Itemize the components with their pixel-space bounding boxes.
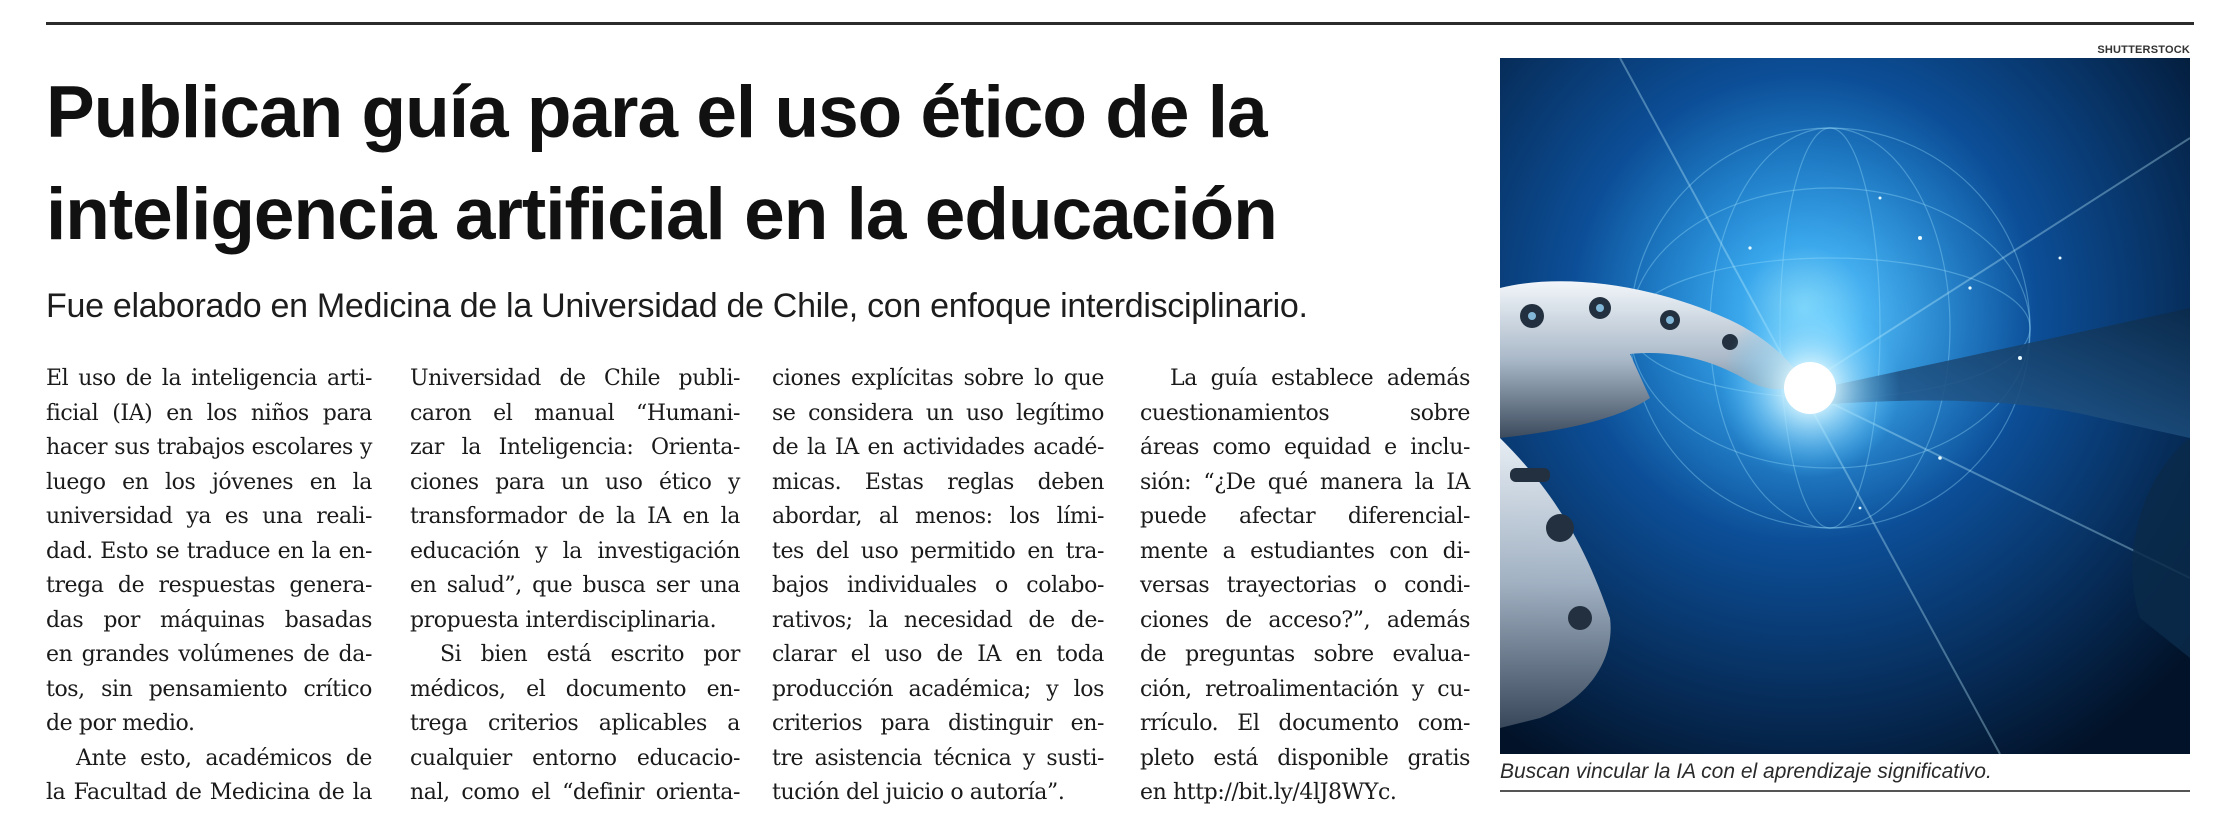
body-line: abordar, al menos: los lími- xyxy=(772,504,1104,529)
body-line: producción académica; y los xyxy=(772,676,1104,702)
body-line: Si bien está escrito por xyxy=(440,642,740,667)
body-line: mente a estudiantes con di- xyxy=(1140,538,1470,564)
body-column-1 xyxy=(46,362,372,811)
body-line: La guía establece además xyxy=(1170,366,1470,391)
body-line: zar la Inteligencia: Orienta- xyxy=(410,435,740,460)
top-rule xyxy=(46,22,2194,25)
body-line: rativos; la necesidad de de- xyxy=(772,607,1104,633)
body-line: áreas como equidad e inclu- xyxy=(1140,435,1470,460)
body-line: caron el manual “Humani- xyxy=(410,400,740,426)
body-line: de preguntas sobre evalua- xyxy=(1140,642,1470,667)
body-line: El uso de la inteligencia arti- xyxy=(46,366,372,391)
body-line: micas. Estas reglas deben xyxy=(772,469,1104,495)
body-line: de por medio. xyxy=(46,711,195,736)
body-column-3 xyxy=(772,362,1104,811)
body-line: médicos, el documento en- xyxy=(410,676,740,702)
body-line: das por máquinas basadas xyxy=(46,607,372,633)
body-line: cuestionamientos sobre xyxy=(1140,400,1470,426)
body-line: trega criterios aplicables a xyxy=(410,711,740,736)
body-line: tre asistencia técnica y susti- xyxy=(772,745,1104,771)
body-line: puede afectar diferencial- xyxy=(1140,504,1470,529)
body-column-2 xyxy=(410,362,740,811)
headline-line-1: Publican guía para el uso ético de la xyxy=(46,72,1267,153)
body-line: transformador de la IA en la xyxy=(410,504,740,529)
body-line: ción, retroalimentación y cu- xyxy=(1140,676,1470,702)
body-line: se considera un uso legítimo xyxy=(772,400,1104,426)
body-line: criterios para distinguir en- xyxy=(772,711,1104,736)
body-line: rrículo. El documento com- xyxy=(1140,711,1470,736)
photo-caption: Buscan vincular la IA con el aprendizaje significativo. xyxy=(1500,760,1992,783)
body-line: luego en los jóvenes en la xyxy=(46,469,372,495)
body-line: sión: “¿De qué manera la IA xyxy=(1140,469,1470,495)
article-subhead: Fue elaborado en Medicina de la Universidad de Chile, con enfoque interdisciplinario. xyxy=(46,287,1308,325)
body-line: tes del uso permitido en tra- xyxy=(772,538,1104,564)
body-line: bajos individuales o colabo- xyxy=(772,573,1104,598)
body-line: de la IA en actividades acadé- xyxy=(772,435,1104,460)
article-photo xyxy=(1500,58,2190,754)
body-line: versas trayectorias o condi- xyxy=(1140,573,1470,598)
body-line: pleto está disponible gratis xyxy=(1140,745,1470,771)
body-line: universidad ya es una reali- xyxy=(46,504,372,529)
body-line: ciones explícitas sobre lo que xyxy=(772,366,1104,391)
article-headline xyxy=(46,62,1446,266)
headline-line-2: inteligencia artificial en la educación xyxy=(46,174,1277,255)
body-line: en salud”, que busca ser una xyxy=(410,573,740,598)
body-line: trega de respuestas genera- xyxy=(46,573,372,598)
body-line: cualquier entorno educacio- xyxy=(410,745,740,771)
body-line: Ante esto, académicos de xyxy=(76,745,372,771)
caption-rule xyxy=(1500,790,2190,792)
body-line: hacer sus trabajos escolares y xyxy=(46,435,372,460)
body-line: educación y la investigación xyxy=(410,538,740,564)
body-line: propuesta interdisciplinaria. xyxy=(410,607,717,633)
body-line: nal, como el “definir orienta- xyxy=(410,780,740,805)
body-line: tución del juicio o autoría”. xyxy=(772,780,1065,805)
body-line: ficial (IA) en los niños para xyxy=(46,400,372,426)
body-line: clarar el uso de IA en toda xyxy=(772,642,1104,667)
body-line: Universidad de Chile publi- xyxy=(410,366,740,391)
robot-hand-illustration xyxy=(1500,58,2190,754)
photo-credit: SHUTTERSTOCK xyxy=(2097,44,2190,56)
body-line: ciones de acceso?”, además xyxy=(1140,607,1470,633)
body-line: tos, sin pensamiento crítico xyxy=(46,676,372,702)
body-line: en http://bit.ly/4lJ8WYc. xyxy=(1140,780,1397,805)
body-line: la Facultad de Medicina de la xyxy=(46,780,372,805)
body-column-4 xyxy=(1140,362,1470,811)
body-line: ciones para un uso ético y xyxy=(410,469,740,495)
body-line: dad. Esto se traduce en la en- xyxy=(46,538,372,564)
body-line: en grandes volúmenes de da- xyxy=(46,642,372,667)
